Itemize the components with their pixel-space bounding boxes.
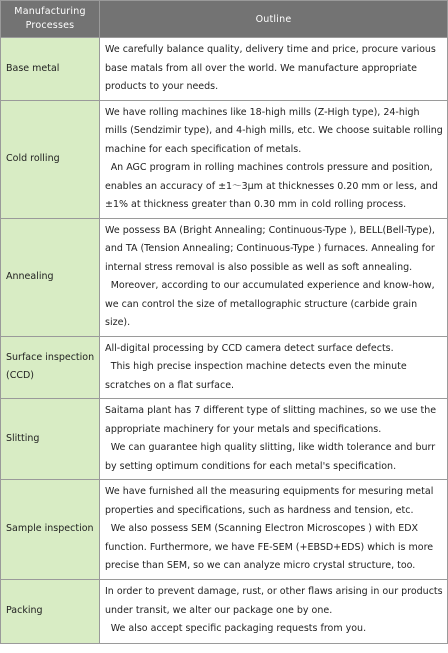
outline-paragraph: We also accept specific packaging requests from you.	[110, 623, 367, 635]
process-name: Surface inspection (CCD)	[1, 336, 100, 399]
outline-paragraph: An AGC program in rolling machines controls pressure and position, enables an accuracy of ±1〜3μm at thicknesses 0.20 mm or less, and ±1% at thickness greater than 0.30 mm in cold rolling process.	[105, 162, 438, 210]
outline-paragraph: Moreover, according to our accumulated experience and know-how, we can control the size of metallographic structure (carbide grain size).	[105, 280, 435, 328]
outline-paragraph: We also possess SEM (Scanning Electron Microscopes ) with EDX function. Furthermore, we have FE-SEM (+EBSD+EDS) which is more precise than SEM, so we can analyze micro crystal structure, too.	[105, 523, 434, 571]
header-outline: Outline	[100, 1, 448, 38]
table-row	[1, 100, 448, 218]
process-name: Annealing	[1, 218, 100, 336]
process-name: Slitting	[1, 399, 100, 480]
table-row	[1, 336, 448, 399]
table-row	[1, 579, 448, 643]
process-outline	[100, 100, 448, 218]
table-header-row	[1, 1, 448, 38]
table-row	[1, 399, 448, 480]
header-processes: Manufacturing Processes	[1, 1, 100, 38]
outline-paragraph: This high precise inspection machine detects even the minute scratches on a flat surface.	[105, 361, 407, 391]
process-outline	[100, 336, 448, 399]
process-outline	[100, 579, 448, 643]
outline-paragraph: We carefully balance quality, delivery time and price, procure various base matals from all over the world. We manufacture appropriate products to your needs.	[105, 44, 436, 92]
outline-paragraph: We have furnished all the measuring equipments for mesuring metal properties and specifications, such as hardness and tension, etc.	[105, 486, 434, 516]
process-name: Packing	[1, 579, 100, 643]
table-row	[1, 38, 448, 101]
table-row	[1, 480, 448, 580]
process-outline	[100, 218, 448, 336]
table-row	[1, 218, 448, 336]
process-name: Sample inspection	[1, 480, 100, 580]
outline-paragraph: In order to prevent damage, rust, or other flaws arising in our products under transit, we alter our package one by one.	[105, 586, 443, 616]
outline-paragraph: We have rolling machines like 18-high mills (Z-High type), 24-high mills (Sendzimir type), and 4-high mills, etc. We choose suitable rolling machine for each specification of metals.	[105, 106, 443, 155]
outline-paragraph: We possess BA (Bright Annealing; Continuous-Type ), BELL(Bell-Type), and TA (Tension Annealing; Continuous-Type ) furnaces. Annealing for internal stress removal is also possible as well as soft annealing.	[105, 224, 435, 273]
process-name: Base metal	[1, 38, 100, 101]
process-outline	[100, 399, 448, 480]
process-name: Cold rolling	[1, 100, 100, 218]
process-outline	[100, 480, 448, 580]
process-outline	[100, 38, 448, 101]
outline-paragraph: We can guarantee high quality slitting, like width tolerance and burr by setting optimum conditions for each metal's specification.	[105, 442, 436, 472]
outline-paragraph: All-digital processing by CCD camera detect surface defects.	[105, 342, 394, 354]
outline-paragraph: Saitama plant has 7 different type of slitting machines, so we use the appropriate machinery for your metals and specifications.	[105, 405, 437, 435]
